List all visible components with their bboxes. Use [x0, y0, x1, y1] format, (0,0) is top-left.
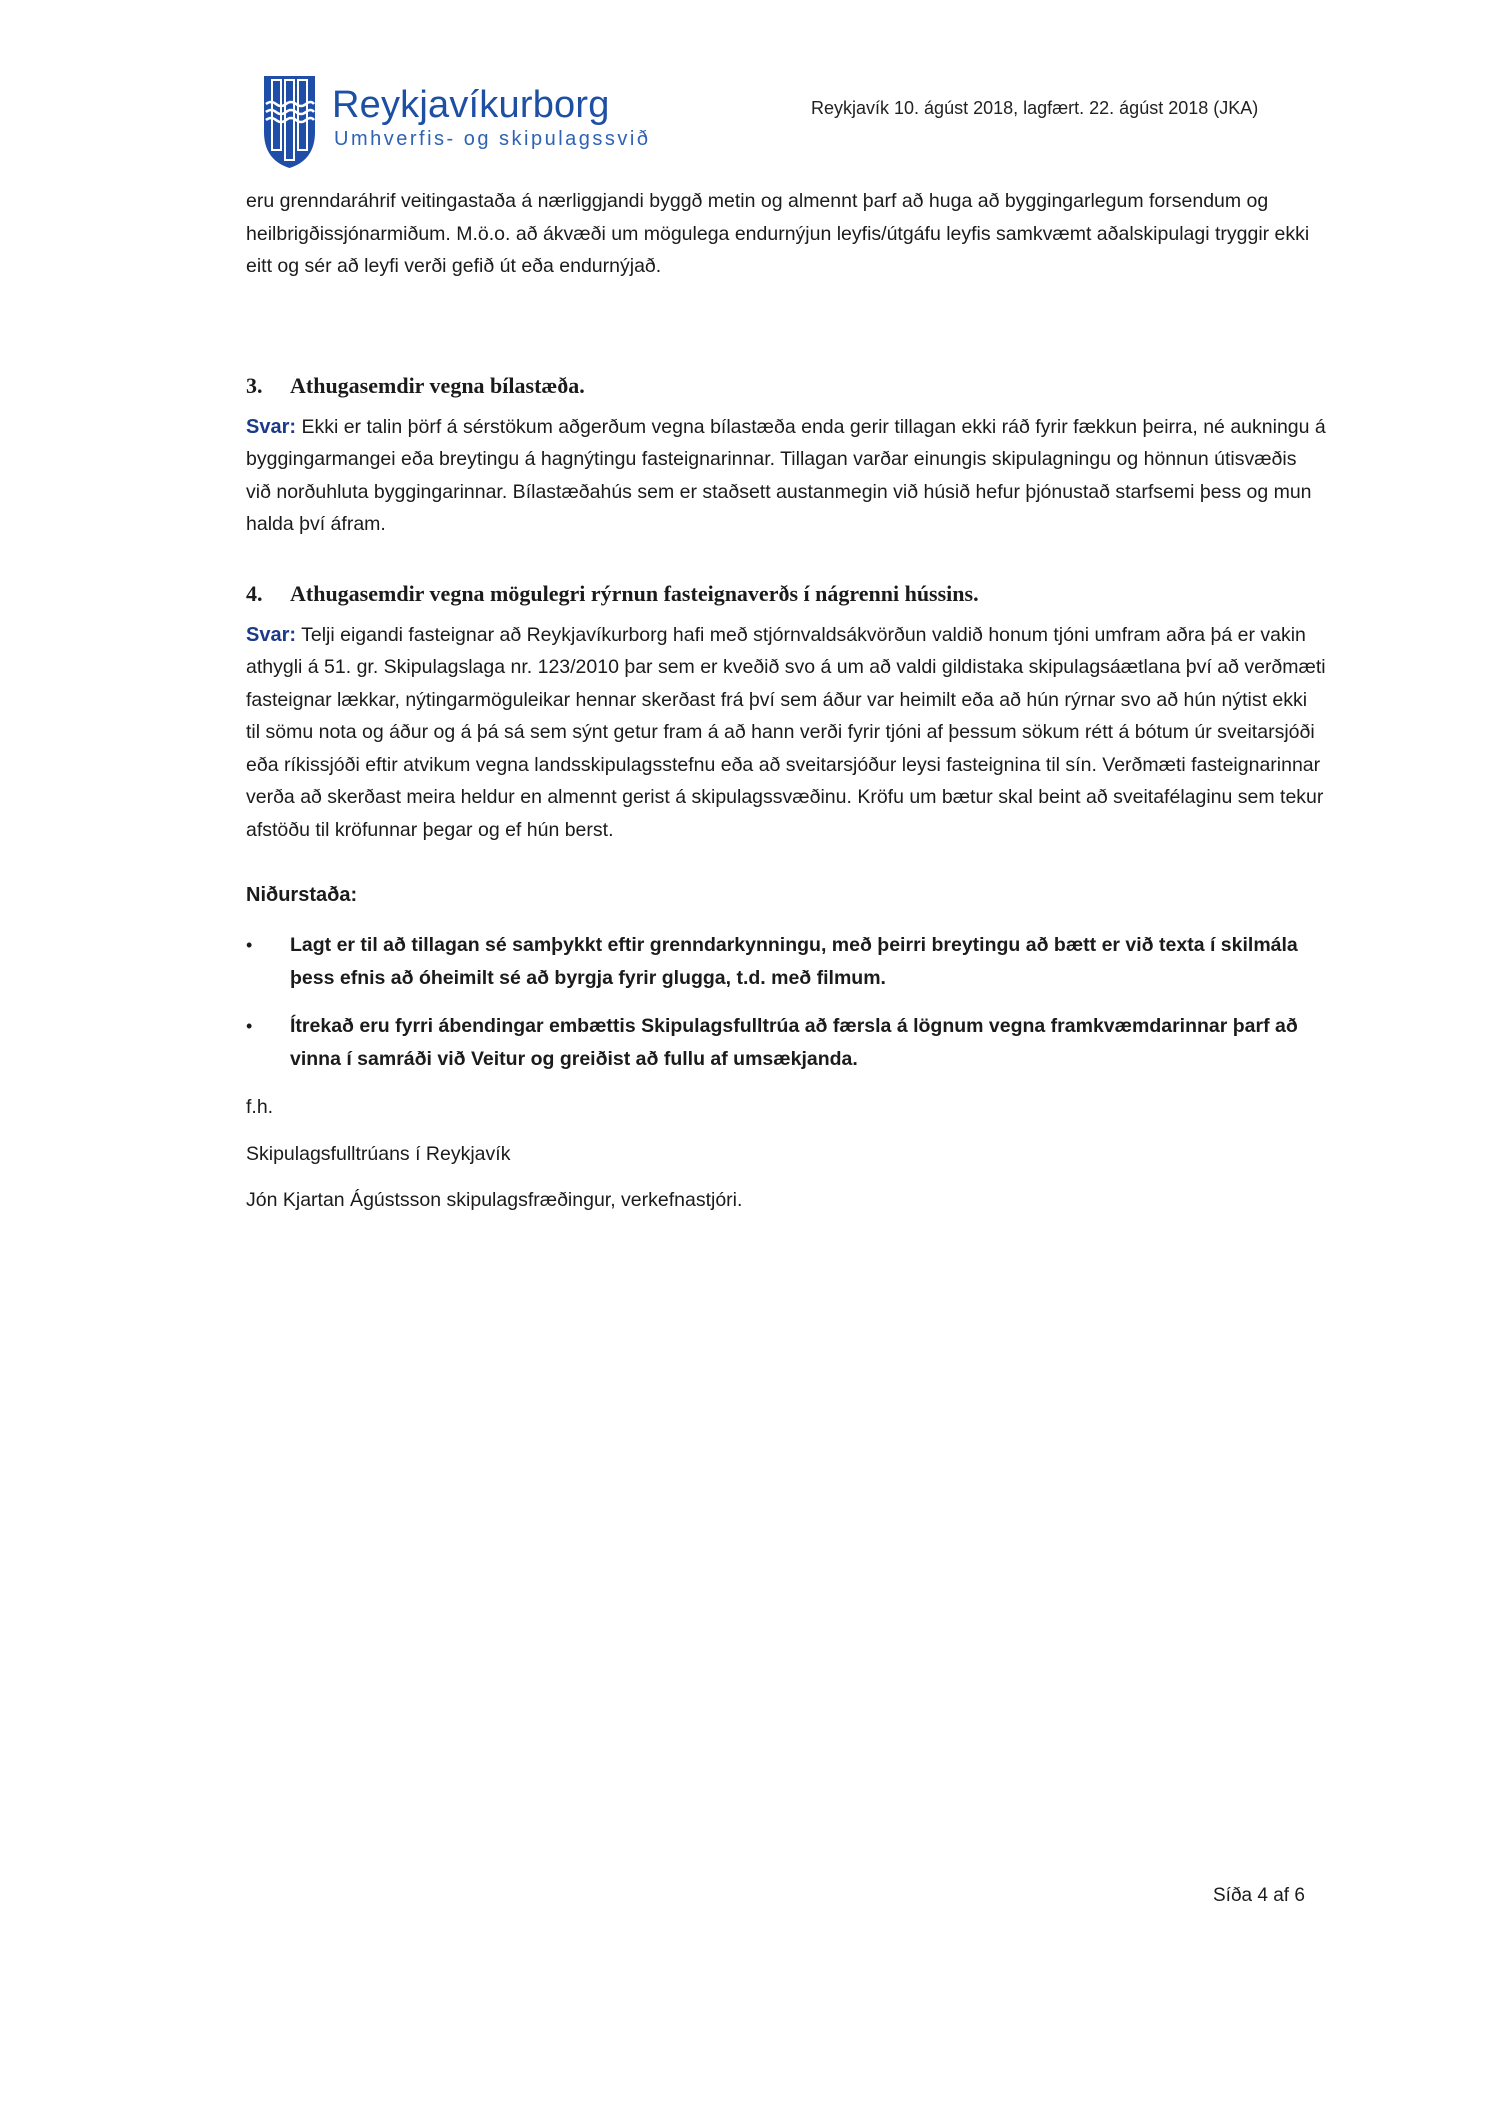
document-body: [246, 185, 1326, 1231]
answer-label: Svar:: [246, 623, 297, 646]
section-heading: [246, 579, 1326, 609]
bullet-icon: •: [246, 1016, 253, 1036]
section-heading: [246, 371, 1326, 401]
section-answer: [246, 411, 1326, 541]
intro-paragraph: eru grenndaráhrif veitingastaða á nærliggjandi byggð metin og almennt þarf að huga að byggingarlegum forsendum og heilbrigðissjónarmiðum. M.ö.o. að ákvæði um mögulega endurnýjun leyfis/útgáfu leyfis samkvæmt aðalskipulagi tryggir ekki eitt og sér að leyfi verði gefið út eða endurnýjað.: [246, 190, 1310, 277]
bullet-icon: •: [246, 935, 253, 955]
header-date-line: Reykjavík 10. ágúst 2018, lagfært. 22. ágúst 2018 (JKA): [811, 98, 1259, 118]
section-answer: [246, 619, 1326, 847]
organization-name: Reykjavíkurborg: [332, 84, 610, 126]
answer-text: Telji eigandi fasteignar að Reykjavíkurborg hafi með stjórnvaldsákvörðun valdið honum tjóni umfram aðra þá er vakin athygli á 51. gr. Skipulagslaga nr. 123/2010 þar sem er kveðið svo á um að valdi gildistaka skipulagsáætlana því að verðmæti fasteignar lækkar, nýtingarmöguleikar hennar skerðast frá því sem áður var heimilt eða að hún rýrnar svo að hún nýtist ekki til sömu nota og áður og á þá sá sem sýnt getur fram á að hann verði fyrir tjóni af þessum sökum rétt á bótum úr sveitarsjóði eða ríkissjóði eftir atvikum vegna landsskipulagsstefnu eða að sveitarsjóður leysi fasteignina til sín. Verðmæti fasteignarinnar verða að skerðast meira heldur en almennt gerist á skipulagssvæðinu. Kröfu um bætur skal beint að sveitafélaginu sem tekur afstöðu til kröfunnar þegar og ef hún berst.: [246, 623, 1326, 841]
answer-text: Ekki er talin þörf á sérstökum aðgerðum vegna bílastæða enda gerir tillagan ekki ráð fyrir fækkun þeirra, né aukningu á byggingarmangei eða breytingu á hagnýtingu fasteignarinnar. Tillagan varðar einungis skipulagningu og hönnun útisvæðis við norðuhluta byggingarinnar. Bílastæðahús sem er staðsett austanmegin við húsið hefur þjónustað starfsemi þess og mun halda því áfram.: [246, 415, 1326, 535]
shield-icon: [262, 74, 317, 170]
answer-label: Svar:: [246, 415, 297, 438]
signature-office: Skipulagsfulltrúans í Reykjavík: [246, 1142, 511, 1165]
organization-subtitle: Umhverfis- og skipulagssvið: [334, 128, 651, 150]
bullet-text: Ítrekað eru fyrri ábendingar embættis Skipulagsfulltrúa að færsla á lögnum vegna framkvæmdarinnar þarf að vinna í samráði við Veitur og greiðist að fullu af umsækjanda.: [290, 1015, 1298, 1070]
signature-name: Jón Kjartan Ágústsson skipulagsfræðingur, verkefnastjóri.: [246, 1189, 743, 1211]
section-4: [246, 579, 1326, 847]
conclusion-heading: Niðurstaða:: [246, 884, 358, 906]
section-3: [246, 371, 1326, 541]
reykjavik-coat-of-arms-logo: [262, 74, 317, 170]
conclusion-list: [246, 929, 1326, 1075]
section-title: Athugasemdir vegna mögulegri rýrnun fasteignaverðs í nágrenni hússins.: [290, 580, 979, 606]
section-number: 3.: [246, 372, 263, 398]
section-title: Athugasemdir vegna bílastæða.: [290, 372, 585, 398]
list-item: [246, 929, 1326, 994]
signature-fh: f.h.: [246, 1096, 274, 1118]
list-item: [246, 1010, 1326, 1075]
page-number: Síða 4 af 6: [1213, 1885, 1305, 1906]
bullet-text: Lagt er til að tillagan sé samþykkt eftir grenndarkynningu, með þeirri breytingu að bætt er við texta í skilmála þess efnis að óheimilt sé að byrgja fyrir glugga, t.d. með filmum.: [290, 934, 1298, 989]
section-number: 4.: [246, 580, 263, 606]
